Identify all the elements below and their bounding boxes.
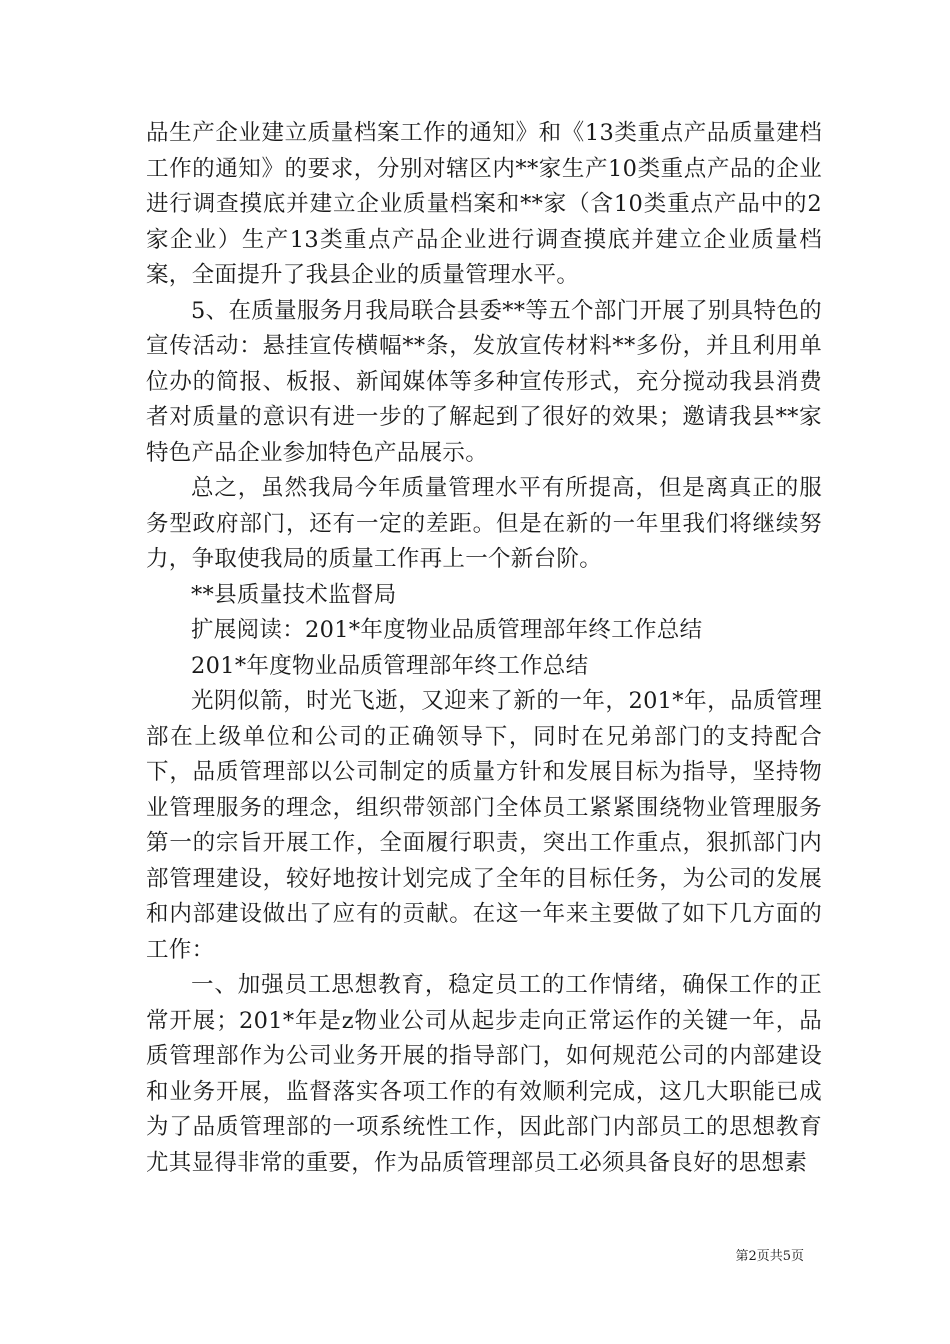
page-number — [735, 1249, 804, 1265]
page-number-label: 第2页共5页 — [735, 1249, 804, 1264]
paragraph-2: 5、在质量服务月我局联合县委**等五个部门开展了别具特色的宣传活动：悬挂宣传横幅**条，发放宣传材料**多份，并且利用单位办的简报、板报、新闻媒体等多种宣传形式，充分搅动我县消费者对质量的意识有进一步的了解起到了很好的效果；邀请我县**家特色产品企业参加特色产品展示。 — [146, 297, 822, 466]
signature-line: **县质量技术监督局 — [191, 581, 397, 608]
extended-reading-heading: 扩展阅读：201*年度物业品质管理部年终工作总结 — [191, 617, 703, 643]
paragraph-1: 品生产企业建立质量档案工作的通知》和《13类重点产品质量建档工作的通知》的要求，分别对辖区内**家生产10类重点产品的企业进行调查摸底并建立企业质量档案和**家（含10类重点产品中的2家企业）生产13类重点产品企业进行调查摸底并建立企业质量档案，全面提升了我县企业的质量管理水平。 — [146, 120, 822, 288]
paragraph-3: 总之，虽然我局今年质量管理水平有所提高，但是离真正的服务型政府部门，还有一定的差距。但是在新的一年里我们将继续努力，争取使我局的质量工作再上一个新台阶。 — [146, 475, 822, 572]
section-title: 201*年度物业品质管理部年终工作总结 — [191, 652, 589, 679]
document-body — [146, 116, 822, 1181]
paragraph-4: 光阴似箭，时光飞逝，又迎来了新的一年，201*年，品质管理部在上级单位和公司的正确领导下，同时在兄弟部门的支持配合下，品质管理部以公司制定的质量方针和发展目标为指导，坚持物业管理服务的理念，组织带领部门全体员工紧紧围绕物业管理服务第一的宗旨开展工作，全面履行职责，突出工作重点，狠抓部门内部管理建设，较好地按计划完成了全年的目标任务，为公司的发展和内部建设做出了应有的贡献。在这一年来主要做了如下几方面的工作： — [146, 688, 822, 963]
paragraph-5: 一、加强员工思想教育，稳定员工的工作情绪，确保工作的正常开展；201*年是z物业公司从起步走向正常运作的关键一年，品质管理部作为公司业务开展的指导部门，如何规范公司的内部建设和业务开展，监督落实各项工作的有效顺利完成，这几大职能已成为了品质管理部的一项系统性工作，因此部门内部员工的思想教育尤其显得非常的重要，作为品质管理部员工必须具备良好的思想素 — [146, 972, 822, 1176]
